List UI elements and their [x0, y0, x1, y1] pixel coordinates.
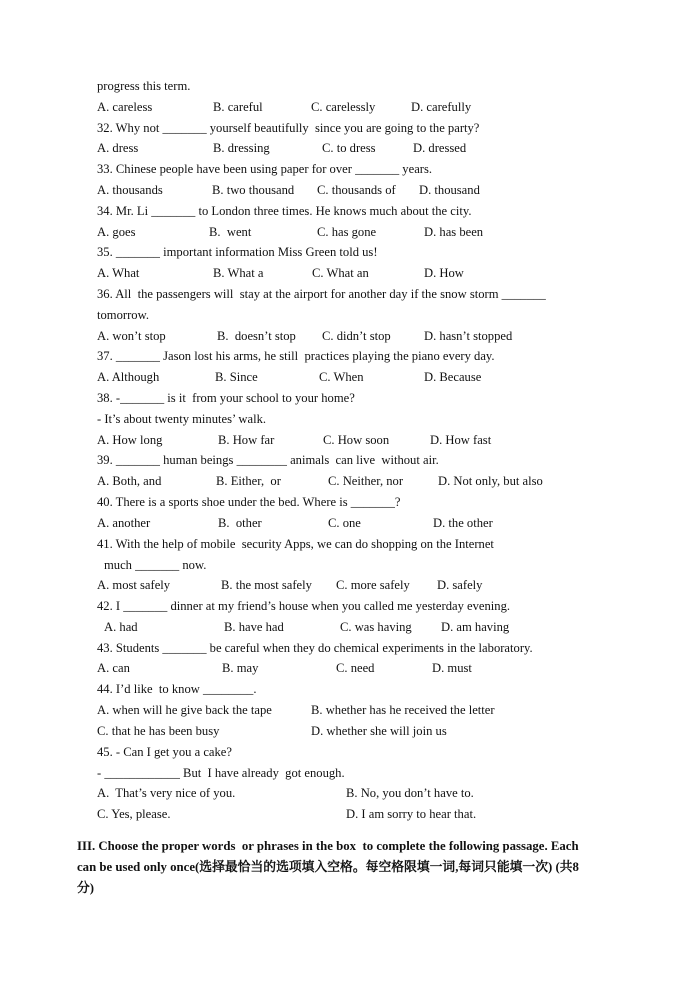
- q39-option-c: C. Neither, nor: [328, 474, 404, 488]
- q37-option-c: C. When: [319, 370, 364, 384]
- q40-option-b: B. other: [218, 516, 262, 530]
- q43-option-a: A. can: [97, 661, 130, 675]
- q42-stem: 42. I _______ dinner at my friend’s house when you called me yesterday evening.: [97, 599, 511, 613]
- q45-option-d: D. I am sorry to hear that.: [346, 807, 477, 821]
- q45-option-c: C. Yes, please.: [97, 807, 171, 821]
- q36-option-d: D. hasn’t stopped: [424, 329, 513, 343]
- q31-stem-continuation: progress this term.: [97, 79, 191, 93]
- q32-option-b: B. dressing: [213, 141, 270, 155]
- q34-option-c: C. has gone: [317, 225, 377, 239]
- q37-stem: 37. _______ Jason lost his arms, he still practices playing the piano every day.: [97, 349, 495, 363]
- q45-option-a: A. That’s very nice of you.: [97, 786, 236, 800]
- q32-option-d: D. dressed: [413, 141, 467, 155]
- q33-option-d: D. thousand: [419, 183, 480, 197]
- q36-option-a: A. won’t stop: [97, 329, 166, 343]
- q38-option-a: A. How long: [97, 433, 163, 447]
- q41-stem-continuation: much _______ now.: [104, 558, 207, 572]
- q37-option-d: D. Because: [424, 370, 482, 384]
- q34-option-b: B. went: [209, 225, 252, 239]
- q41-option-a: A. most safely: [97, 578, 171, 592]
- q42-option-c: C. was having: [340, 620, 412, 634]
- q43-option-b: B. may: [222, 661, 259, 675]
- q34-stem: 34. Mr. Li _______ to London three times. He knows much about the city.: [97, 204, 472, 218]
- q43-option-c: C. need: [336, 661, 375, 675]
- q35-option-c: C. What an: [312, 266, 369, 280]
- q39-option-a: A. Both, and: [97, 474, 162, 488]
- q41-option-d: D. safely: [437, 578, 483, 592]
- q38-option-c: C. How soon: [323, 433, 390, 447]
- q43-option-d: D. must: [432, 661, 472, 675]
- q32-option-a: A. dress: [97, 141, 139, 155]
- q31-option-b: B. careful: [213, 100, 263, 114]
- q44-option-d: D. whether she will join us: [311, 724, 447, 738]
- q34-option-a: A. goes: [97, 225, 136, 239]
- q42-option-d: D. am having: [441, 620, 510, 634]
- q32-option-c: C. to dress: [322, 141, 376, 155]
- q38-stem: 38. -_______ is it from your school to your home?: [97, 391, 355, 405]
- q33-option-b: B. two thousand: [212, 183, 295, 197]
- q40-option-c: C. one: [328, 516, 361, 530]
- section-3-heading-line-2: can be used only once(选择最恰当的选项填入空格。每空格限填一词,每词只能填一次) (共8: [77, 860, 579, 874]
- q31-option-a: A. careless: [97, 100, 153, 114]
- q33-option-c: C. thousands of: [317, 183, 396, 197]
- q41-stem: 41. With the help of mobile security Apps, we can do shopping on the Internet: [97, 537, 494, 551]
- q35-stem: 35. _______ important information Miss Green told us!: [97, 245, 378, 259]
- q42-option-a: A. had: [104, 620, 138, 634]
- q40-stem: 40. There is a sports shoe under the bed. Where is _______?: [97, 495, 401, 509]
- q44-option-b: B. whether has he received the letter: [311, 703, 495, 717]
- q40-option-a: A. another: [97, 516, 151, 530]
- q33-option-a: A. thousands: [97, 183, 163, 197]
- q39-stem: 39. _______ human beings ________ animals can live without air.: [97, 453, 439, 467]
- q37-option-a: A. Although: [97, 370, 160, 384]
- q45-stem: 45. - Can I get you a cake?: [97, 745, 232, 759]
- q31-option-c: C. carelessly: [311, 100, 376, 114]
- q34-option-d: D. has been: [424, 225, 484, 239]
- q32-stem: 32. Why not _______ yourself beautifully since you are going to the party?: [97, 121, 480, 135]
- q33-stem: 33. Chinese people have been using paper for over _______ years.: [97, 162, 433, 176]
- q35-option-b: B. What a: [213, 266, 264, 280]
- q38-option-d: D. How fast: [430, 433, 492, 447]
- q44-option-c: C. that he has been busy: [97, 724, 220, 738]
- q44-option-a: A. when will he give back the tape: [97, 703, 272, 717]
- q36-stem-continuation: tomorrow.: [97, 308, 149, 322]
- q45-option-b: B. No, you don’t have to.: [346, 786, 474, 800]
- q36-option-c: C. didn’t stop: [322, 329, 391, 343]
- q31-option-d: D. carefully: [411, 100, 472, 114]
- q40-option-d: D. the other: [433, 516, 493, 530]
- q39-option-b: B. Either, or: [216, 474, 281, 488]
- q41-option-b: B. the most safely: [221, 578, 312, 592]
- q35-option-a: A. What: [97, 266, 140, 280]
- q44-stem: 44. I’d like to know ________.: [97, 682, 257, 696]
- q43-stem: 43. Students _______ be careful when they do chemical experiments in the laboratory.: [97, 641, 533, 655]
- q42-option-b: B. have had: [224, 620, 284, 634]
- q38-option-b: B. How far: [218, 433, 275, 447]
- q36-option-b: B. doesn’t stop: [217, 329, 296, 343]
- q41-option-c: C. more safely: [336, 578, 410, 592]
- q38-answer-line: - It’s about twenty minutes’ walk.: [97, 412, 267, 426]
- q35-option-d: D. How: [424, 266, 464, 280]
- section-3-heading-line-1: III. Choose the proper words or phrases in the box to complete the following passage. Each: [77, 839, 579, 853]
- q45-answer-line: - ____________ But I have already got enough.: [97, 766, 345, 780]
- q36-stem: 36. All the passengers will stay at the airport for another day if the snow storm _______: [97, 287, 546, 301]
- section-3-heading-line-3: 分): [77, 881, 95, 895]
- q39-option-d: D. Not only, but also: [438, 474, 543, 488]
- q37-option-b: B. Since: [215, 370, 258, 384]
